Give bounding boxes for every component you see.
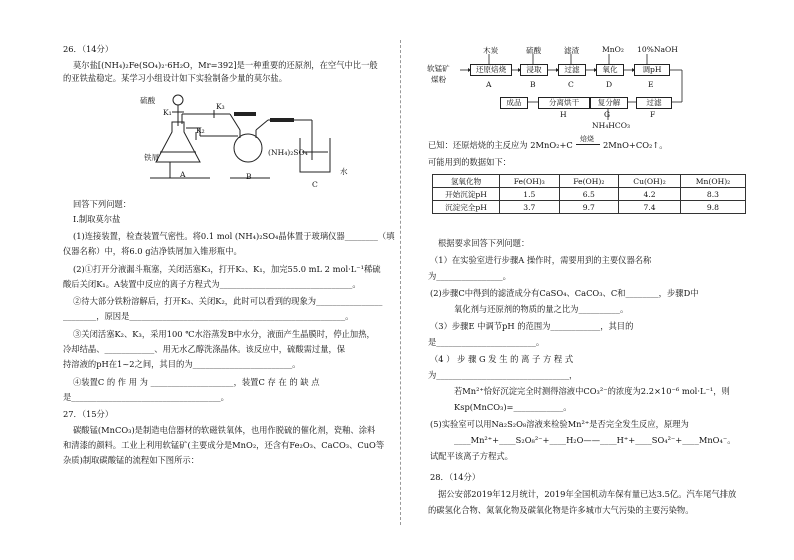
table-row [433,201,746,214]
table-header-cell: Fe(OH)₃ [500,175,560,188]
flow-top-label-0: 木炭 [483,46,499,55]
hydroxide-ph-table [432,174,746,214]
table-cell: 1.5 [500,188,560,201]
q26-3b: ________，原因是____________________________________________________。 [63,311,354,321]
q27-1b: 为________________。 [428,271,511,281]
flow-box-guolv-2: 过滤 [636,97,672,109]
q26-4b: 冷却结晶、____________、用无水乙醇洗涤晶体。该反应中，硫酸需过量，保 [63,344,346,354]
table-cell: 3.7 [500,201,560,214]
table-cell: 沉淀完全pH [433,201,500,214]
label-A: A [180,170,186,179]
label-tiexie: 铁屑 [144,153,160,162]
q27-2a: (2)步骤C中得到的滤渣成分有CaSO₄、CaCO₃、C和________，步骤D中 [430,288,699,298]
q27-line-1: 碳酸锰(MnCO₃)是制造电信器材的软磁铁氧体，也用作脱硫的催化剂，瓷釉、涂料 [73,425,376,435]
label-k2: K₂ [196,126,205,135]
label-nh4so4: (NH₄)₂SO₄ [268,148,308,157]
flow-top-label-2: 滤渣 [564,46,580,55]
table-header-row [433,175,746,188]
q27-1a: （1）在实验室进行步骤A 操作时，需要用到的主要仪器名称 [430,255,652,265]
table-cell: 9.8 [680,201,745,214]
flow-box-guolv-1: 过滤 [558,64,586,76]
flow-letter-E: E [648,80,654,89]
label-k3: K₃ [216,102,225,111]
table-cell: 4.2 [619,188,681,201]
flow-letter-C: C [568,80,574,89]
table-cell: 9.7 [559,201,619,214]
q28-line-2: 的碳氢化合物、氮氧化物及碳氧化物是许多城市大气污染的主要污染物。 [428,505,694,515]
q26-intro-1: 莫尔盐[(NH₄)₂Fe(SO₄)₂·6H₂O，Mr=392]是一种重要的还原剂，在空气中比一般 [73,60,378,70]
q26-2a: (2)①打开分液漏斗瓶塞，关闭活塞K₃，打开K₂、K₁，加完55.0 mL 2 mol·L⁻¹稀硫 [73,264,381,274]
flow-box-fufenjie: 复分解 [590,97,628,109]
table-header-cell: Mn(OH)₂ [680,175,745,188]
known-reaction-right: 2MnO+CO₂↑。 [603,140,668,150]
known-reaction-condition: 焙烧 [580,135,594,143]
flow-letter-H: H [560,110,567,119]
data-title: 可能用到的数据如下： [428,157,511,167]
label-B: B [246,172,252,181]
q27-header: 27．（15分） [63,409,114,419]
q27-line-2: 和清漆的颜料。工业上利用软锰矿(主要成分是MnO₂，还含有Fe₂O₃、CaCO₃、CuO等 [63,440,385,450]
flow-box-yanghua: 氧化 [596,64,624,76]
flow-top-label-4: 10%NaOH [637,45,678,54]
q27-4d: Ksp(MnCO₃)=____________。 [454,402,572,412]
reaction-arrow-line [576,144,600,145]
flow-letter-F: F [650,110,656,119]
flow-box-chengpin: 成品 [500,97,528,109]
q26-3a: ②待大部分铁粉溶解后，打开K₃、关闭K₂，此时可以看到的现象为________________ [73,296,383,306]
table-cell: 8.3 [680,188,745,201]
flow-letter-D: D [606,80,613,89]
q26-2b: 酸后关闭K₁。A装置中反应的离子方程式为________________________________。 [63,279,361,289]
q28-header: 28．（14分） [430,472,481,482]
part1-title: Ⅰ.制取莫尔盐 [73,214,121,224]
flow-letter-G: G [604,110,611,119]
flow-box-tiaoph: 调pH [634,64,670,76]
label-liusuan: 硫酸 [140,96,156,105]
known-reaction-left: 已知：还原焙烧的主反应为 2MnO₂+C [428,140,573,150]
flow-nh4hco3: NH₄HCO₃ [592,121,631,130]
label-shui: 水 [340,167,348,176]
flow-top-label-1: 硫酸 [526,46,542,55]
table-cell: 开始沉淀pH [433,188,500,201]
table-header-cell: 氢氧化物 [433,175,500,188]
q27-answer-intro: 根据要求回答下列问题： [438,238,530,248]
q27-4c: 若Mn²⁺恰好沉淀完全时测得溶液中CO₃²⁻的浓度为2.2×10⁻⁶ mol·L⁻¹，则 [454,386,730,396]
q27-4a: （4 ） 步 骤 G 发 生 的 离 子 方 程 式 [430,354,574,364]
q27-5b: ____Mn²⁺+____S₂O₈²⁻+____H₂O——____H⁺+____SO₄²⁻+____MnO₄⁻。 [454,435,736,445]
table-header-cell: Fe(OH)₂ [559,175,619,188]
q26-1a: (1)连接装置，检查装置气密性。将0.1 mol (NH₄)₂SO₄晶体置于玻璃仪器________（填 [73,231,395,241]
flow-letter-B: B [530,80,536,89]
process-flowchart [420,40,740,140]
raw-meifen: 煤粉 [431,75,447,84]
q27-3b: 是________________________。 [428,337,545,347]
q27-5a: (5)实验室可以用Na₂S₂O₈溶液来检验Mn²⁺是否完全发生反应，原理为 [430,419,689,429]
column-divider [400,40,401,525]
q26-5b: 是____________________________________。 [63,392,229,402]
label-k1: K₁ [163,108,172,117]
q26-1b: 仪器名称）中，将6.0 g洁净铁屑加入锥形瓶中。 [63,246,242,256]
table-cell: 6.5 [559,188,619,201]
q26-intro-2: 的亚铁盐稳定。某学习小组设计如下实验制备少量的莫尔盐。 [63,73,288,83]
q26-header: 26．（14分） [63,44,114,54]
table-header-cell: Cu(OH)₂ [619,175,681,188]
q27-3a: （3）步骤E 中调节pH 的范围为____________，其目的 [430,321,634,331]
q26-4a: ③关闭活塞K₂、K₃，采用100 ℃水浴蒸发B中水分，液面产生晶膜时，停止加热， [73,329,375,339]
q27-line-3: 杂质)制取碳酸锰的流程如下图所示： [63,455,199,465]
q27-2b: 氧化剂与还原剂的物质的量之比为__________。 [454,304,629,314]
table-row [433,188,746,201]
q26-4c: 持溶液的pH在1~2之间，其目的为________________________。 [63,359,301,369]
flow-letter-A: A [486,80,492,89]
table-cell: 7.4 [619,201,681,214]
answer-prompt: 回答下列问题： [73,199,132,209]
flow-box-huanyuanbeishao: 还原焙烧 [470,64,512,76]
flow-box-jinqu: 浸取 [520,64,548,76]
label-C: C [312,180,318,189]
flow-top-label-3: MnO₂ [602,45,624,54]
q28-line-1: 据公安部2019年12月统计，2019年全国机动车保有量已达3.5亿。汽车尾气排放 [438,489,737,499]
q27-4b: 为________________________________， [428,370,578,380]
q26-5a: ④装置C 的 作 用 为 ____________________，装置C 存 在 的 缺 点 [73,377,320,387]
raw-ruanmengkuang: 软锰矿 [427,64,450,73]
flow-box-fenlihonggan: 分离烘干 [538,97,590,109]
q27-5c: 试配平该离子方程式。 [430,451,513,461]
